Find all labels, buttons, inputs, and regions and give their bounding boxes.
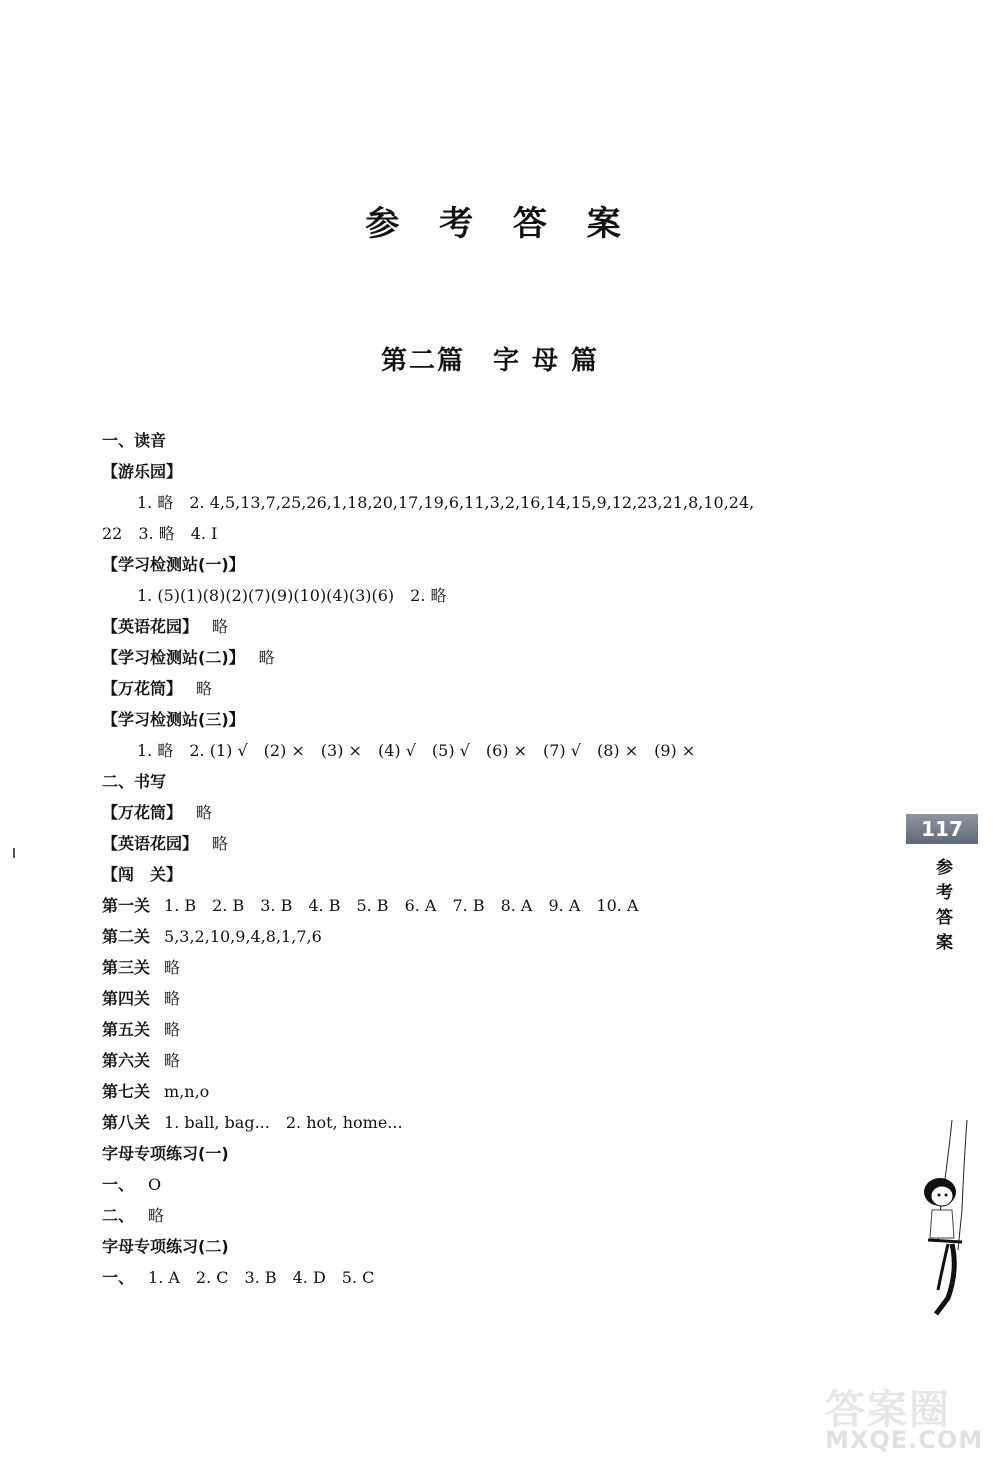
answer-line — [102, 673, 902, 704]
page-number-tab: 117 — [906, 814, 978, 844]
line-heading: 一、读音 — [102, 431, 167, 450]
answer-line — [102, 1138, 902, 1169]
line-label: 【万花筒】 — [102, 803, 183, 822]
answer-line — [102, 1169, 902, 1200]
line-answer: O — [148, 1175, 162, 1194]
answer-line — [102, 456, 902, 487]
answer-line — [102, 704, 902, 735]
answer-line — [102, 549, 902, 580]
line-label: 二、 — [102, 1206, 135, 1225]
line-heading: 【学习检测站(三)】 — [102, 710, 245, 729]
line-label: 第六关 — [102, 1051, 151, 1070]
line-answer: 略 — [164, 989, 181, 1008]
answer-line — [102, 1076, 902, 1107]
line-heading: 字母专项练习(二) — [102, 1237, 229, 1256]
answer-content — [102, 425, 902, 1293]
answer-line — [102, 1262, 902, 1293]
line-answer: m,n,o — [164, 1082, 210, 1101]
line-label: 第一关 — [102, 896, 151, 915]
line-label: 第五关 — [102, 1020, 151, 1039]
answer-line — [102, 921, 902, 952]
line-answer: 略 — [212, 617, 229, 636]
line-label: 【英语花园】 — [102, 834, 199, 853]
line-label: 【英语花园】 — [102, 617, 199, 636]
answer-line: 1. (5)(1)(8)(2)(7)(9)(10)(4)(3)(6) 2. 略 — [137, 586, 447, 605]
answer-line — [102, 890, 902, 921]
line-answer: 略 — [164, 1020, 181, 1039]
line-label: 第三关 — [102, 958, 151, 977]
line-answer: 1. A 2. C 3. B 4. D 5. C — [148, 1268, 375, 1287]
answer-line — [102, 1045, 902, 1076]
answer-line — [102, 828, 902, 859]
answer-line — [102, 642, 902, 673]
line-answer: 1. B 2. B 3. B 4. B 5. B 6. A 7. B 8. A 9. A 10. A — [164, 896, 639, 915]
line-answer: 5,3,2,10,9,4,8,1,7,6 — [164, 927, 322, 946]
line-label: 第四关 — [102, 989, 151, 1008]
line-label: 【学习检测站(二)】 — [102, 648, 245, 667]
answer-line — [102, 983, 902, 1014]
answer-line — [102, 425, 902, 456]
line-heading: 【游乐园】 — [102, 462, 183, 481]
line-answer: 略 — [212, 834, 229, 853]
line-label: 第二关 — [102, 927, 151, 946]
answer-line — [102, 1014, 902, 1045]
answer-line — [102, 1200, 902, 1231]
line-answer: 略 — [196, 803, 213, 822]
answer-line — [102, 859, 902, 890]
line-heading: 【闯 关】 — [102, 865, 183, 884]
answer-line — [102, 1107, 902, 1138]
watermark — [825, 1378, 995, 1454]
line-heading: 字母专项练习(一) — [102, 1144, 229, 1163]
answer-line — [102, 766, 902, 797]
line-answer: 略 — [164, 1051, 181, 1070]
line-answer: 略 — [148, 1206, 165, 1225]
answer-line: 1. 略 2. 4,5,13,7,25,26,1,18,20,17,19,6,11,3,2,16,14,15,9,12,23,21,8,10,24, — [137, 493, 755, 512]
line-label: 一、 — [102, 1175, 135, 1194]
watermark-en: MXQE.COM — [825, 1426, 984, 1454]
answer-line: 22 3. 略 4. I — [102, 524, 218, 543]
answer-line — [102, 611, 902, 642]
line-answer: 略 — [196, 679, 213, 698]
watermark-cn: 答案圈 — [825, 1387, 951, 1433]
line-heading: 二、书写 — [102, 772, 167, 791]
line-answer: 略 — [258, 648, 275, 667]
section-title: 第二篇 字 母 篇 — [380, 346, 600, 376]
answer-line: 1. 略 2. (1) √ (2) × (3) × (4) √ (5) √ (6) × (7) √ (8) × (9) × — [137, 741, 696, 760]
line-label: 第七关 — [102, 1082, 151, 1101]
answer-line — [102, 952, 902, 983]
line-answer: 1. ball, bag... 2. hot, home... — [164, 1113, 403, 1132]
scan-speck — [13, 848, 15, 858]
page-title: 参 考 答 案 — [365, 204, 635, 244]
line-answer: 略 — [164, 958, 181, 977]
line-heading: 【学习检测站(一)】 — [102, 555, 245, 574]
line-label: 一、 — [102, 1268, 135, 1287]
answer-line — [102, 797, 902, 828]
line-label: 【万花筒】 — [102, 679, 183, 698]
side-label: 参考答案 — [932, 858, 952, 958]
line-label: 第八关 — [102, 1113, 151, 1132]
girl-on-swing-illustration — [912, 1120, 982, 1320]
answer-line — [102, 1231, 902, 1262]
